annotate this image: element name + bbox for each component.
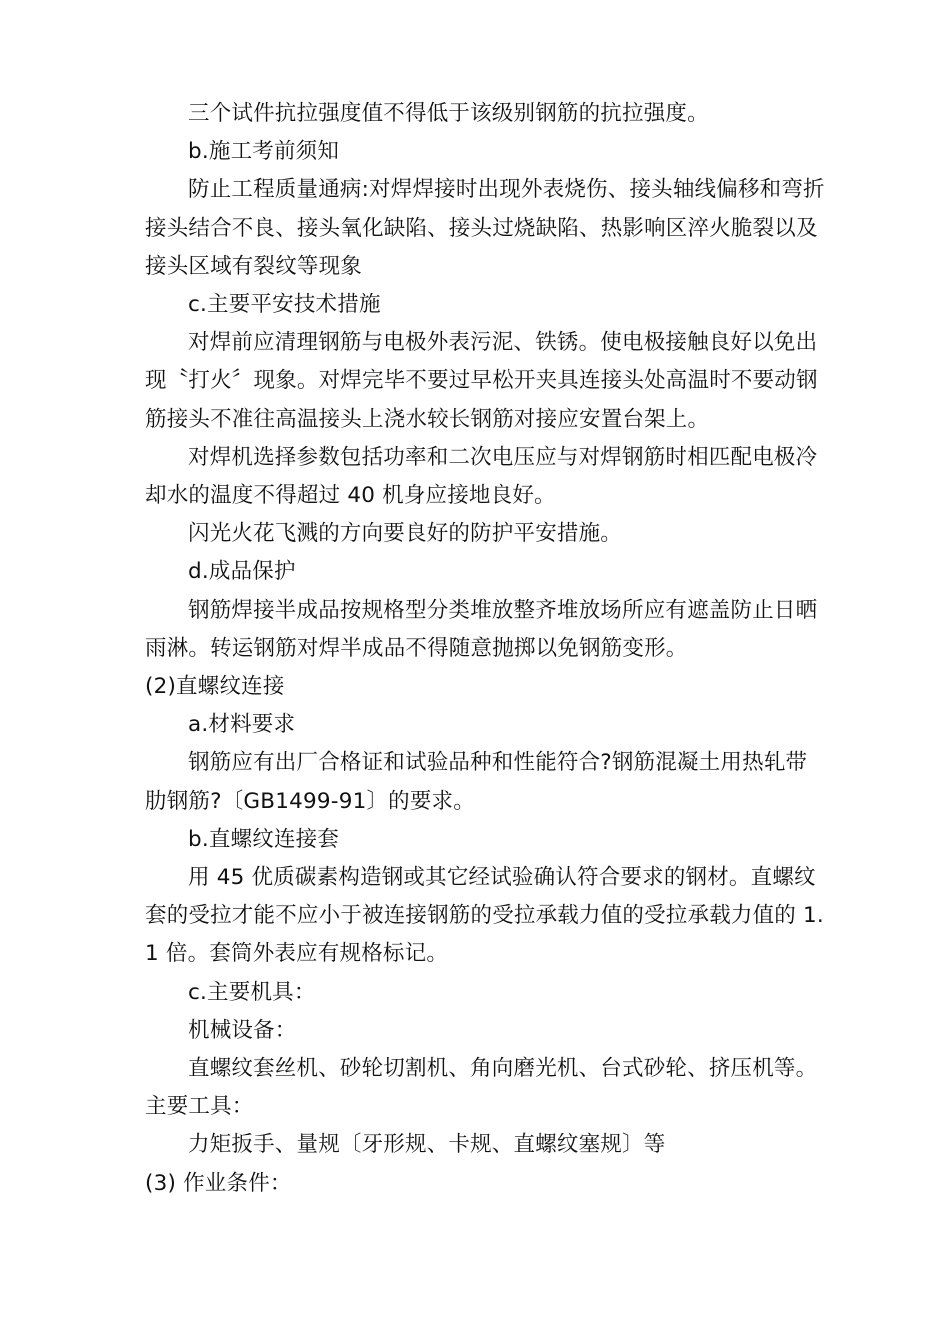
heading-straight-thread: (2)直螺纹连接 bbox=[145, 674, 285, 700]
heading-main-hand-tools: 主要工具： bbox=[145, 1094, 254, 1120]
document-body bbox=[145, 95, 825, 1203]
paragraph-quality-defects: 防止工程质量通病:对焊焊接时出现外表烧伤、接头轴线偏移和弯折接头结合不良、接头氧化缺陷、接头过烧缺陷、热影响区淬火脆裂以及接头区域有裂纹等现象 bbox=[145, 177, 825, 279]
heading-work-conditions: (3) 作业条件： bbox=[145, 1170, 292, 1196]
heading-material-requirements: a.材料要求 bbox=[188, 712, 296, 738]
paragraph-hand-tools-list: 力矩扳手、量规〔牙形规、卡规、直螺纹塞规〕等 bbox=[188, 1132, 666, 1158]
paragraph-steel-certificate: 钢筋应有出厂合格证和试验品种和性能符合?钢筋混凝土用热轧带肋钢筋?〔GB1499-91〕的要求。 bbox=[145, 750, 808, 814]
paragraph-coupler-material: 用 45 优质碳素构造钢或其它经试验确认符合要求的钢材。直螺纹套的受拉才能不应小于被连接钢筋的受拉承载力值的受拉承载力值的 1.1 倍。套筒外表应有规格标记。 bbox=[145, 865, 824, 967]
heading-machinery: 机械设备： bbox=[188, 1017, 297, 1043]
paragraph-machinery-list: 直螺纹套丝机、砂轮切割机、角向磨光机、台式砂轮、挤压机等。 bbox=[188, 1056, 818, 1082]
paragraph-welding-cleaning: 对焊前应清理钢筋与电极外表污泥、铁锈。使电极接触良好以免出现〝打火〞现象。对焊完毕不要过早松开夹具连接头处高温时不要动钢筋接头不准往高温接头上浇水较长钢筋对接应安置台架上。 bbox=[145, 330, 818, 432]
paragraph-storage: 钢筋焊接半成品按规格型分类堆放整齐堆放场所应有遮盖防止日晒雨淋。转运钢筋对焊半成品不得随意抛掷以免钢筋变形。 bbox=[145, 597, 818, 661]
heading-main-tools: c.主要机具： bbox=[188, 979, 316, 1005]
paragraph-welder-parameters: 对焊机选择参数包括功率和二次电压应与对焊钢筋时相匹配电极冷却水的温度不得超过 40 机身应接地良好。 bbox=[145, 444, 818, 509]
paragraph-tensile-strength: 三个试件抗拉强度值不得低于该级别钢筋的抗拉强度。 bbox=[188, 101, 709, 126]
heading-product-protection: d.成品保护 bbox=[188, 559, 296, 585]
heading-coupler: b.直螺纹连接套 bbox=[188, 826, 340, 852]
heading-safety-measures: c.主要平安技术措施 bbox=[188, 292, 381, 318]
paragraph-spark-protection: 闪光火花飞溅的方向要良好的防护平安措施。 bbox=[188, 521, 623, 547]
heading-construction-notes: b.施工考前须知 bbox=[188, 139, 340, 165]
